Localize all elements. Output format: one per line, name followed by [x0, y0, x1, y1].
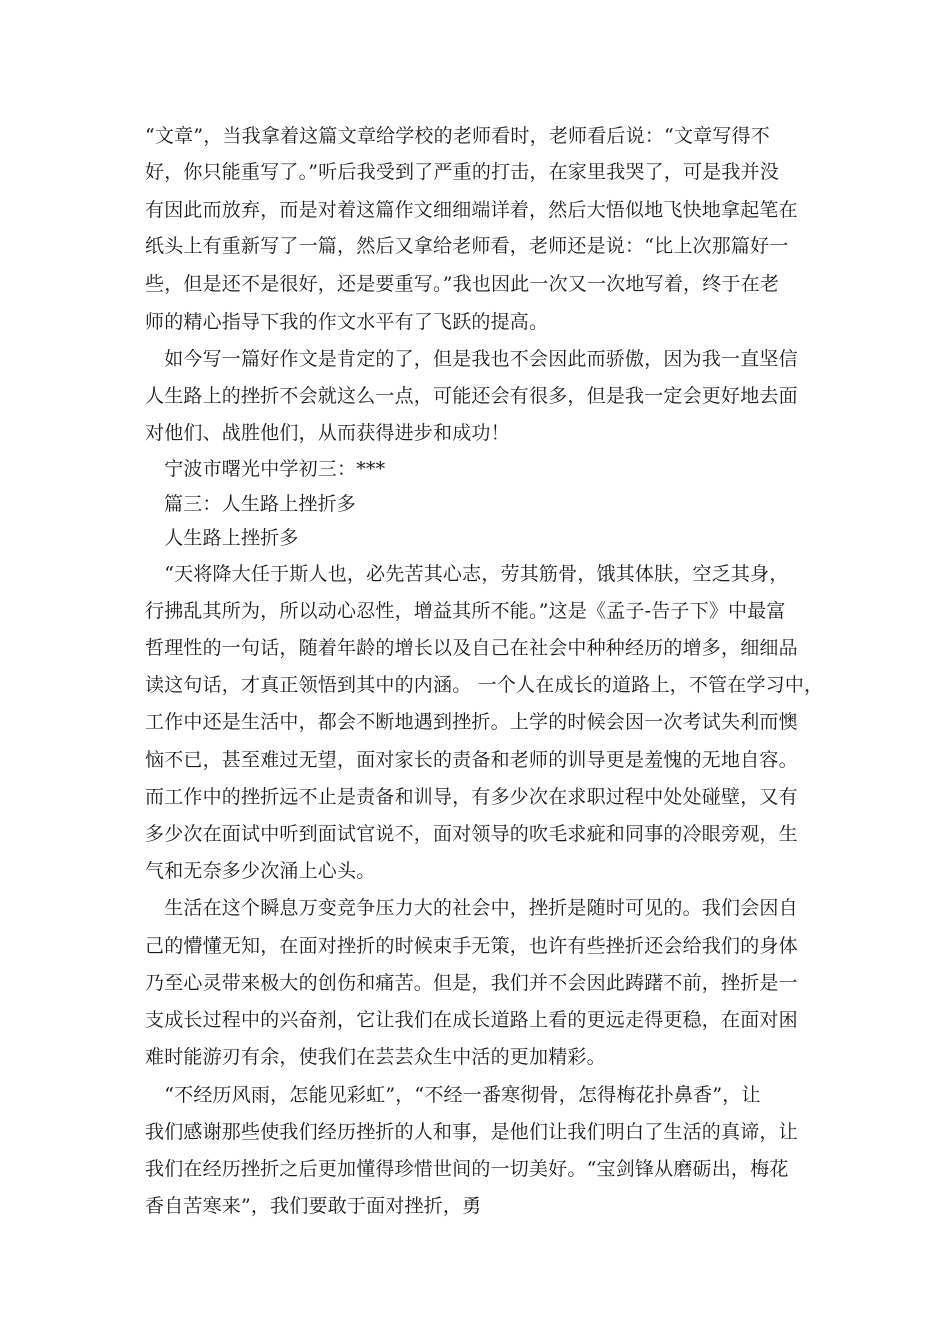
text-line: 工作中还是生活中，都会不断地遇到挫折。上学的时候会因一次考试失利而懊 — [145, 711, 798, 733]
text-line: 哲理性的一句话，随着年龄的增长以及自己在社会中种种经历的增多，细细品 — [145, 637, 798, 659]
text-line: 恼不已，甚至难过无望，面对家长的责备和老师的训导更是羞愧的无地自容。 — [145, 749, 798, 771]
text-line: 有因此而放弃，而是对着这篇作文细细端详着，然后大悟似地飞快地拿起笔在 — [145, 199, 798, 221]
text-line: “天将降大任于斯人也，必先苦其心志，劳其筋骨，饿其体肤，空乏其身， — [145, 563, 789, 585]
text-line: 读这句话，才真正领悟到其中的内涵。 一个人在成长的道路上，不管在学习中， — [145, 674, 824, 696]
text-line: 而工作中的挫折远不止是责备和训导，有多少次在求职过程中处处碰壁，又有 — [145, 786, 798, 808]
text-line: “文章”，当我拿着这篇文章给学校的老师看时，老师看后说：“文章写得不 — [145, 125, 770, 147]
text-line: 如今写一篇好作文是肯定的了，但是我也不会因此而骄傲，因为我一直坚信 — [145, 348, 798, 370]
text-line: 我们感谢那些使我们经历挫折的人和事，是他们让我们明白了生活的真谛，让 — [145, 1121, 798, 1143]
text-line: 气和无奈多少次涌上心头。 — [145, 860, 376, 882]
text-line: “不经历风雨，怎能见彩虹”，“不经一番寒彻骨，怎得梅花扑鼻香”，让 — [145, 1084, 761, 1106]
article-title: 人生路上挫折多 — [145, 527, 299, 549]
text-line: 生活在这个瞬息万变竞争压力大的社会中，挫折是随时可见的。我们会因自 — [145, 897, 798, 919]
text-line: 乃至心灵带来极大的创伤和痛苦。但是，我们并不会因此踌躇不前，挫折是一 — [145, 972, 798, 994]
text-line: 难时能游刃有余，使我们在芸芸众生中活的更加精彩。 — [145, 1046, 606, 1068]
text-line: 我们在经历挫折之后更加懂得珍惜世间的一切美好。“宝剑锋从磨砺出，梅花 — [145, 1158, 789, 1180]
text-line: 香自苦寒来”，我们要敢于面对挫折，勇 — [145, 1195, 482, 1217]
text-line: 纸头上有重新写了一篇，然后又拿给老师看，老师还是说：“比上次那篇好一 — [145, 235, 789, 257]
text-line: 多少次在面试中听到面试官说不，面对领导的吹毛求疵和同事的冷眼旁观，生 — [145, 823, 798, 845]
section-heading: 篇三：人生路上挫折多 — [164, 493, 357, 515]
text-line: 师的精心指导下我的作文水平有了飞跃的提高。 — [145, 311, 549, 333]
text-line: 支成长过程中的兴奋剂，它让我们在成长道路上看的更远走得更稳，在面对困 — [145, 1009, 798, 1031]
text-line: 人生路上的挫折不会就这么一点，可能还会有很多，但是我一定会更好地去面 — [145, 385, 798, 407]
text-line: 行拂乱其所为，所以动心忍性，增益其所不能。”这是《孟子-告子下》中最富 — [145, 600, 786, 622]
text-line: 对他们、战胜他们，从而获得进步和成功！ — [145, 422, 510, 444]
text-line: 些，但是还不是很好，还是要重写。”我也因此一次又一次地写着，终于在老 — [145, 273, 780, 295]
text-line: 好，你只能重写了。”听后我受到了严重的打击，在家里我哭了，可是我并没 — [145, 161, 780, 183]
text-line: 宁波市曙光中学初三：*** — [145, 458, 386, 480]
text-line: 己的懵懂无知，在面对挫折的时候束手无策，也许有些挫折还会给我们的身体 — [145, 935, 798, 957]
